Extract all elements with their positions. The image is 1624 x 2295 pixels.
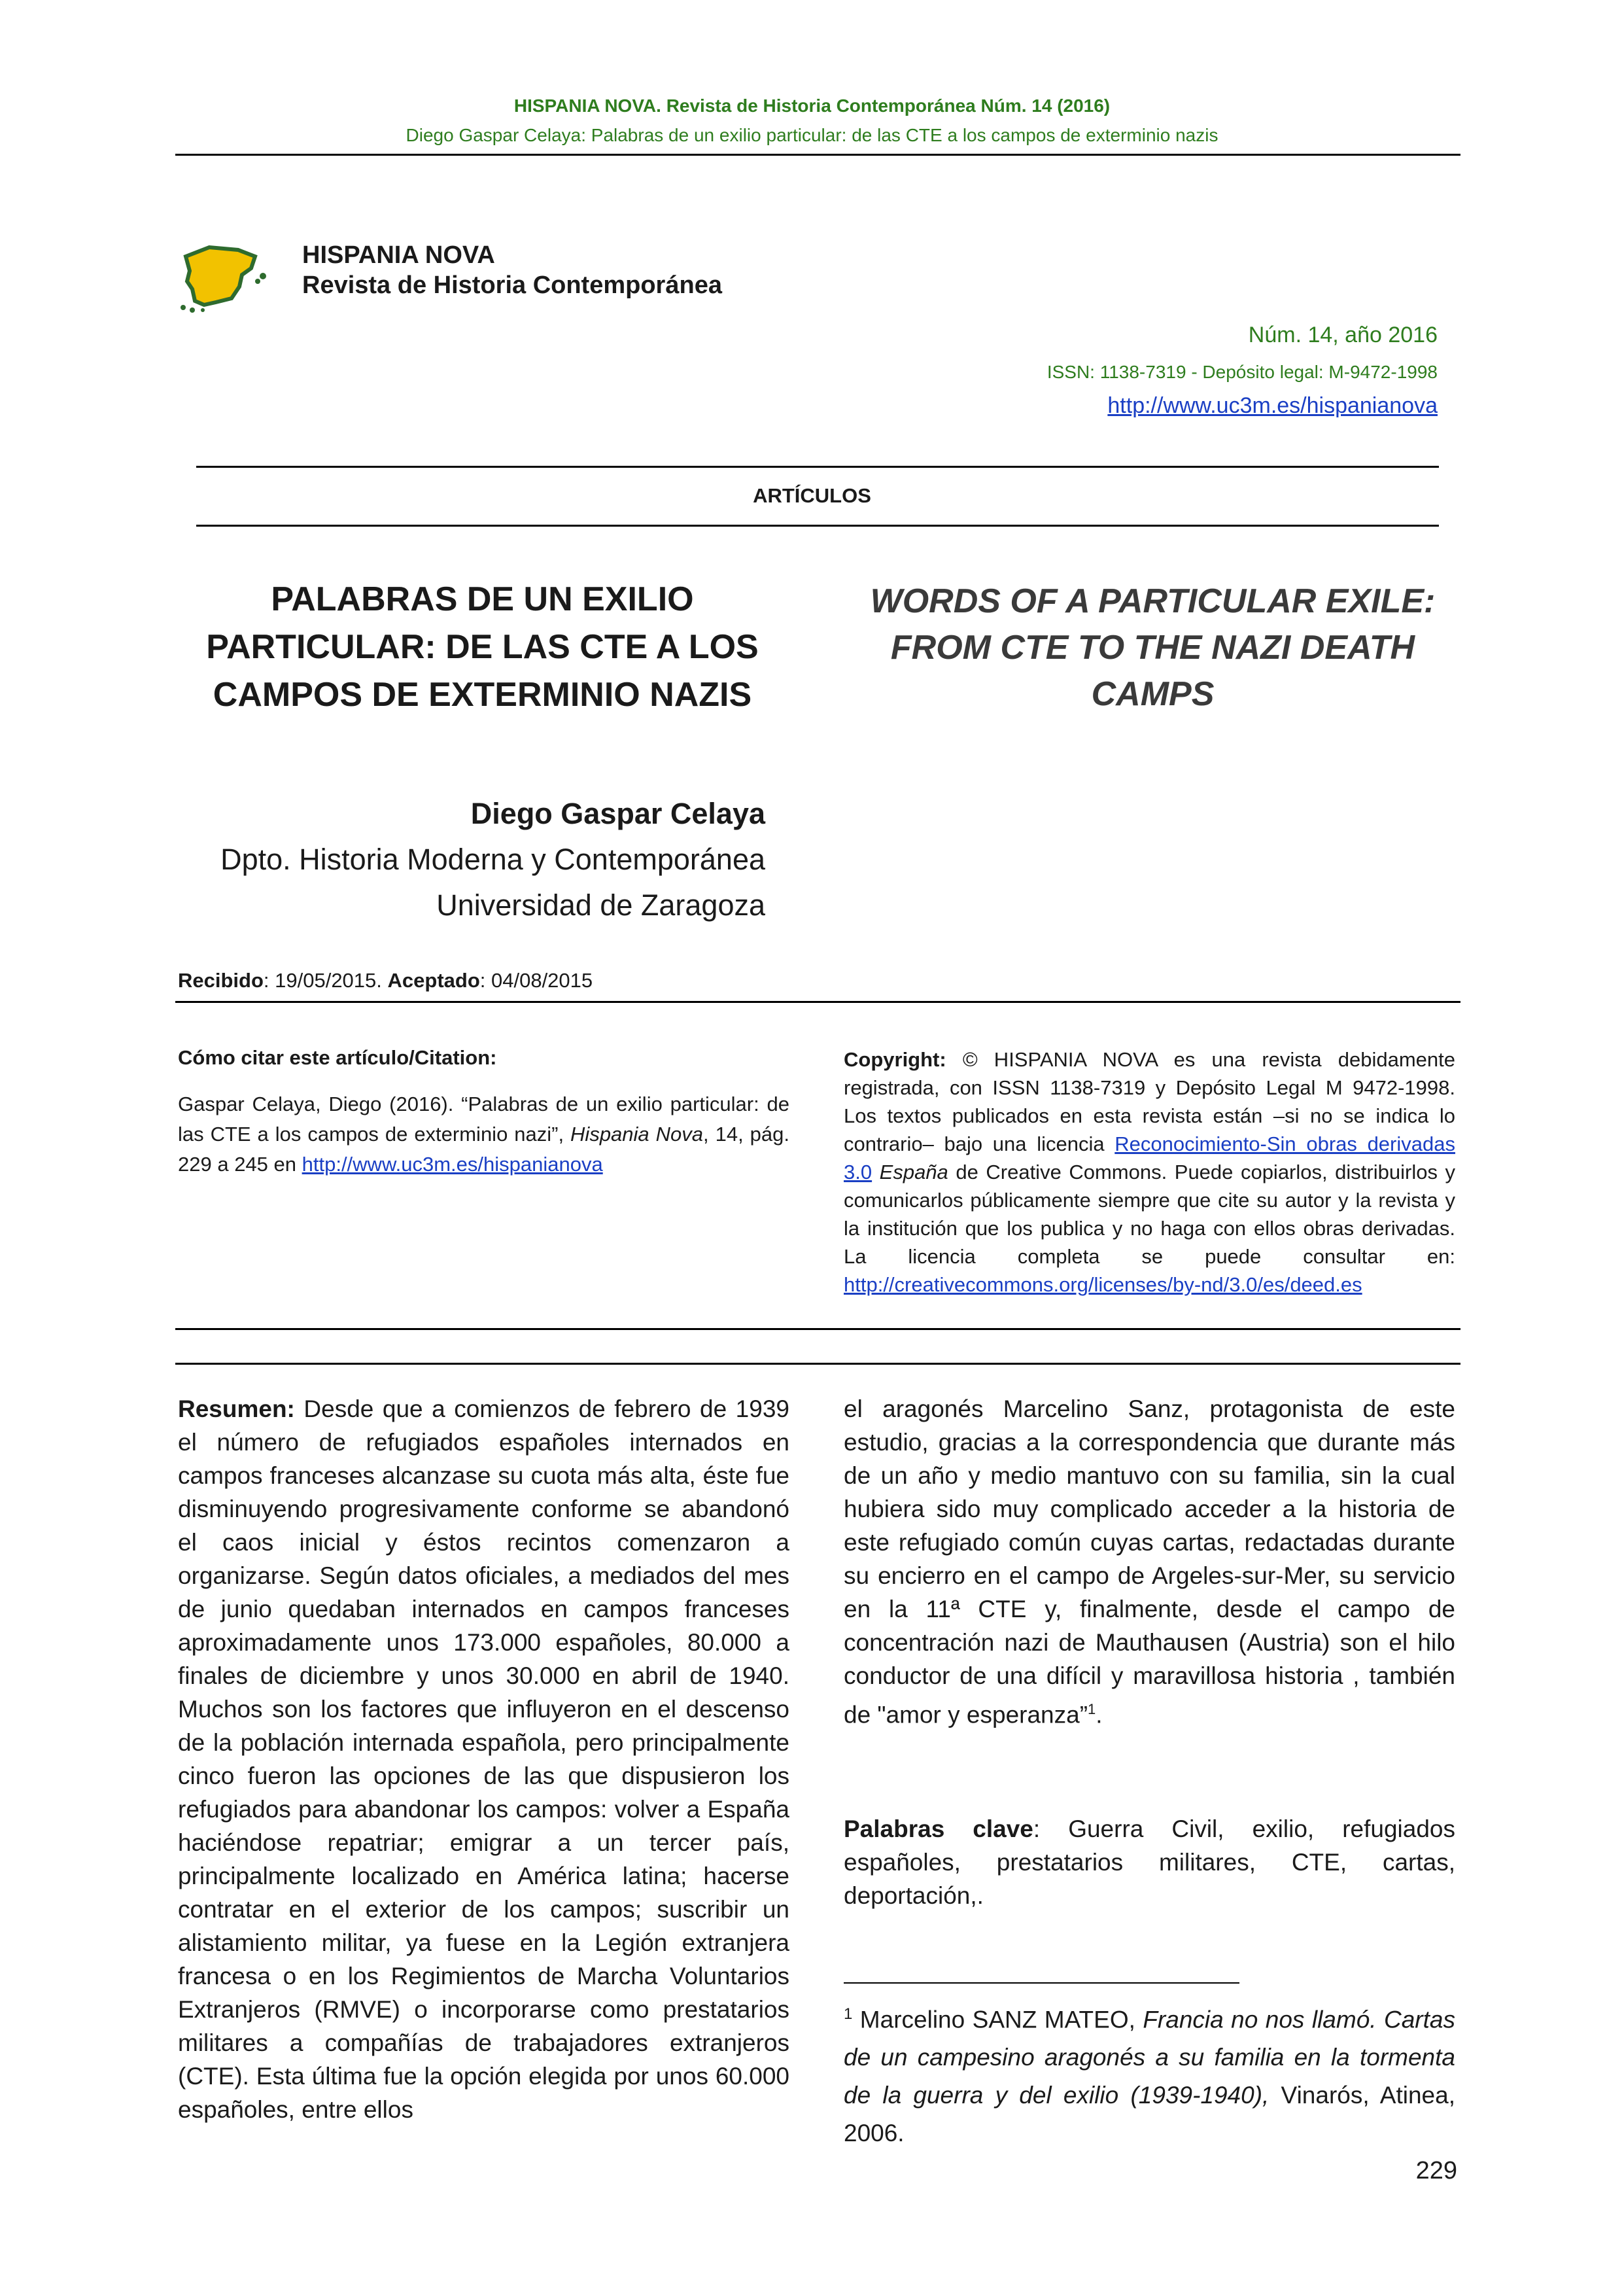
footnote-number: 1 (844, 2005, 853, 2023)
received-date: : 19/05/2015. (263, 969, 388, 992)
copyright-part: de Creative Commons. Puede copiarlos, distribuirlos y comunicarlos públicamente siempre que cite su autor y la revista y la institución que los publica y no haga con ellos obras derivadas. La licencia completa se puede consultar en: (844, 1161, 1455, 1268)
keywords-label: Palabras clave (844, 1815, 1033, 1842)
title-spanish (177, 576, 788, 719)
license-link[interactable]: Reconocimiento-Sin obras derivadas 3.0 (844, 1132, 1455, 1183)
section-label: ARTÍCULOS (753, 484, 871, 507)
citation-journal: Hispania Nova (570, 1123, 704, 1146)
keywords-text: : Guerra Civil, exilio, refugiados españoles, prestatarios militares, CTE, cartas, deportación,. (844, 1815, 1455, 1909)
dates-divider (175, 1001, 1460, 1003)
citation-link[interactable]: http://www.uc3m.es/hispanianova (302, 1153, 603, 1176)
accepted-label: Aceptado (387, 969, 480, 992)
abstract-right-column (844, 1392, 1455, 1731)
copyright-block (844, 1045, 1455, 1299)
citation-part: Gaspar Celaya, Diego (2016). “Palabras de un exilio particular: de las CTE a los campos de exterminio nazi”, (178, 1093, 789, 1146)
received-label: Recibido (178, 969, 264, 992)
citation-part: , 14, pág. 229 a 245 en (178, 1123, 789, 1176)
abstract-top-rule-2 (175, 1363, 1460, 1365)
journal-url[interactable]: http://www.uc3m.es/hispanianova (1107, 393, 1438, 418)
header-divider (175, 154, 1460, 156)
running-header-journal: HISPANIA NOVA. Revista de Historia Contemporánea Núm. 14 (2016) (513, 96, 1111, 116)
section-bottom-rule (196, 525, 1439, 527)
citation-heading: Cómo citar este artículo/Citation: (178, 1046, 497, 1069)
title-es-line: CAMPOS DE EXTERMINIO NAZIS (213, 676, 752, 714)
copyright-espana: España (879, 1161, 948, 1183)
license-url-link[interactable]: http://creativecommons.org/licenses/by-nd/3.0/es/deed.es (844, 1273, 1362, 1296)
journal-name: HISPANIA NOVA (302, 241, 495, 269)
footnote-book-title: Francia no nos llamó. Cartas de un campesino aragonés a su familia en la tormenta de la guerra y del exilio (1939-1940), (844, 2006, 1455, 2109)
author-university: Universidad de Zaragoza (436, 888, 765, 922)
title-en-line: FROM CTE TO THE NAZI DEATH (890, 629, 1415, 667)
copyright-part (872, 1161, 880, 1183)
accepted-date: : 04/08/2015 (479, 969, 593, 992)
abstract-label: Resumen: (178, 1395, 295, 1422)
copyright-part: © HISPANIA NOVA es una revista debidamente registrada, con ISSN 1138-7319 y Depósito Legal M 9472-1998. Los textos publicados en esta revista están –si no se indica lo contrario– bajo una licencia (844, 1048, 1455, 1155)
footnote-part: Marcelino SANZ MATEO, (852, 2006, 1143, 2033)
issue-info: Núm. 14, año 2016 (1248, 323, 1438, 347)
footnote (844, 1995, 1455, 2152)
author-department: Dpto. Historia Moderna y Contemporánea (220, 843, 765, 876)
dates-line (178, 968, 593, 993)
title-es-line: PARTICULAR: DE LAS CTE A LOS (206, 628, 759, 666)
journal-url-link[interactable] (785, 393, 1438, 419)
footnote-part: Vinarós, Atinea, 2006. (844, 2082, 1455, 2147)
section-top-rule (196, 466, 1439, 468)
abstract-left-column (178, 1392, 789, 2126)
copyright-label: Copyright: (844, 1048, 946, 1071)
author-name: Diego Gaspar Celaya (470, 797, 765, 830)
title-en-line: WORDS OF A PARTICULAR EXILE: (870, 582, 1436, 620)
issn-info: ISSN: 1138-7319 - Depósito legal: M-9472-1998 (1046, 362, 1438, 382)
spain-map-logo (178, 242, 269, 314)
title-english (847, 578, 1459, 718)
journal-subtitle: Revista de Historia Contemporánea (302, 272, 722, 299)
title-es-line: PALABRAS DE UN EXILIO (271, 580, 694, 618)
keywords-block (844, 1812, 1455, 1912)
abstract-right-end: . (1096, 1701, 1103, 1728)
page-number: 229 (1415, 2157, 1457, 2184)
abstract-top-rule-1 (175, 1328, 1460, 1330)
citation-text (178, 1089, 789, 1180)
running-header-article: Diego Gaspar Celaya: Palabras de un exilio particular: de las CTE a los campos de exterminio nazis (406, 125, 1218, 145)
footnote-reference[interactable]: 1 (1088, 1701, 1096, 1717)
abstract-right-text: el aragonés Marcelino Sanz, protagonista de este estudio, gracias a la correspondencia que durante más de un año y medio mantuvo con su familia, sin la cual hubiera sido muy complicado acceder a la historia de este refugiado común cuyas cartas, redactadas durante su encierro en el campo de Argeles-sur-Mer, su servicio en la 11ª CTE y, finalmente, desde el campo de concentración nazi de Mauthausen (Austria) son el hilo conductor de una difícil y maravillosa historia , también de "amor y esperanza” (844, 1395, 1455, 1728)
footnote-rule (844, 1982, 1239, 1984)
abstract-left-text: Desde que a comienzos de febrero de 1939 el número de refugiados españoles internados en campos franceses alcanzase su cuota más alta, éste fue disminuyendo progresivamente conforme se abandonó el caos inicial y éstos recintos comenzaron a organizarse. Según datos oficiales, a mediados del mes de junio quedaban internados en campos franceses aproximadamente unos 173.000 españoles, 80.000 a finales de diciembre y unos 30.000 en abril de 1940. Muchos son los factores que influyeron en el descenso de la población internada española, pero principalmente cinco fueron las opciones de las que dispusieron los refugiados para abandonar los campos: volver a España haciéndose repatriar; emigrar a un tercer país, principalmente localizado en América latina; hacerse contratar en el exterior de los campos; suscribir un alistamiento militar, ya fuese en la Legión extranjera francesa o en los Regimientos de Marcha Voluntarios Extranjeros (RMVE) o incorporarse como prestatarios militares a compañías de trabajadores extranjeros (CTE). Esta última fue la opción elegida por unos 60.000 españoles, entre ellos (178, 1395, 789, 2123)
title-en-line: CAMPS (1091, 675, 1215, 713)
